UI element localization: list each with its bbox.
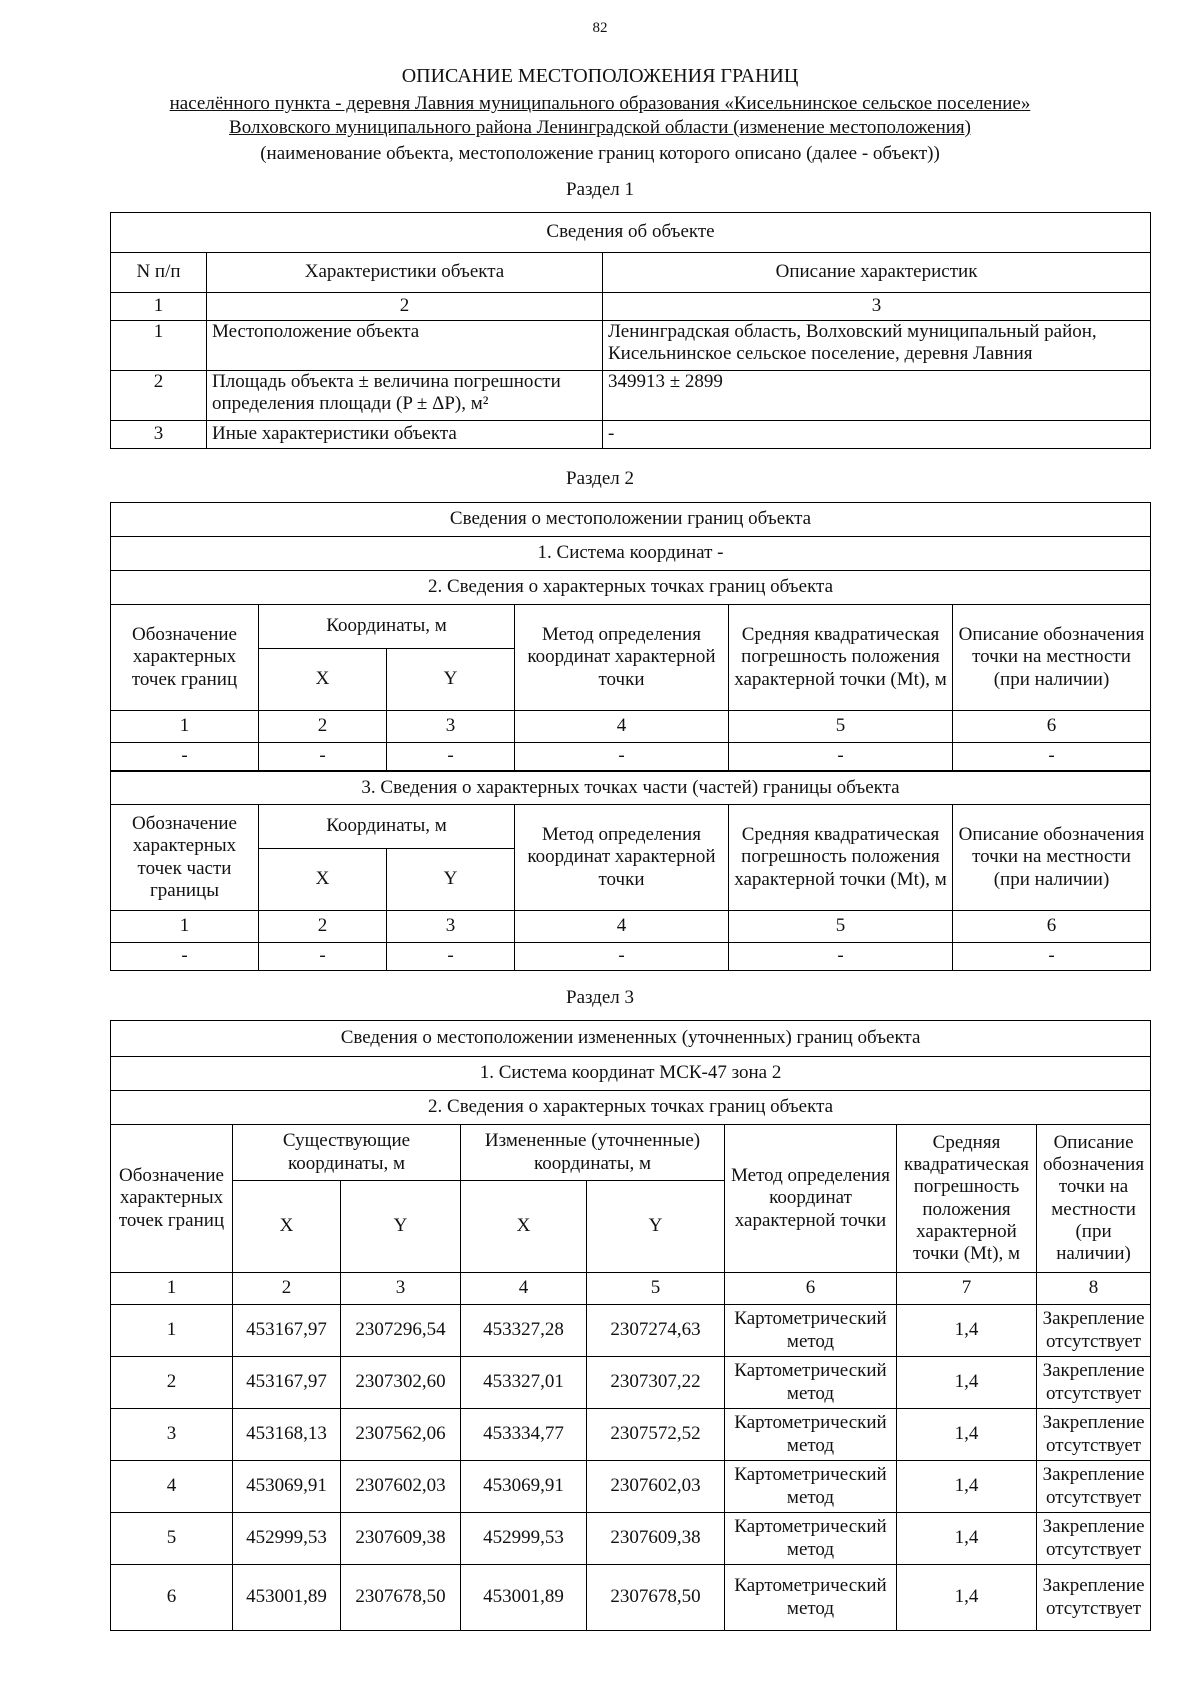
- existing-x: 452999,53: [233, 1513, 341, 1565]
- point-number: 3: [111, 1409, 233, 1461]
- empty-cell: -: [515, 743, 729, 771]
- column-header: Существующие координаты, м: [233, 1125, 461, 1181]
- characteristic-name: [207, 371, 603, 421]
- method: Картометрический метод: [725, 1305, 897, 1357]
- table-row: [111, 943, 1151, 971]
- row-number: 2: [111, 371, 207, 421]
- changed-y: 2307678,50: [587, 1565, 725, 1631]
- coordinate-system: 1. Система координат -: [111, 537, 1151, 571]
- changed-boundary-table: [110, 1020, 1151, 1631]
- object-name-line-2: Волховского муниципального района Ленинградской области (изменение местоположения): [229, 117, 971, 138]
- column-number: 5: [587, 1273, 725, 1305]
- existing-y: 2307678,50: [341, 1565, 461, 1631]
- empty-cell: -: [729, 743, 953, 771]
- column-number: 3: [341, 1273, 461, 1305]
- characteristic-description: Ленинградская область, Волховский муниципальный район, Кисельнинское сельское поселение, деревня Лавния: [603, 321, 1151, 371]
- empty-cell: -: [387, 743, 515, 771]
- table-row: [111, 1565, 1151, 1631]
- subsection-title: 2. Сведения о характерных точках границ объекта: [111, 1091, 1151, 1125]
- column-number: 6: [953, 711, 1151, 743]
- changed-x: 453334,77: [461, 1409, 587, 1461]
- empty-cell: -: [729, 943, 953, 971]
- document-subtitle: (наименование объекта, местоположение границ которого описано (далее - объект)): [260, 143, 940, 164]
- column-header: Y: [341, 1181, 461, 1273]
- changed-y: 2307602,03: [587, 1461, 725, 1513]
- column-number: 3: [603, 293, 1151, 321]
- point-number: 6: [111, 1565, 233, 1631]
- empty-cell: -: [953, 743, 1151, 771]
- column-header: Средняя квадратическая погрешность положения характерной точки (Mt), м: [729, 605, 953, 711]
- existing-y: 2307562,06: [341, 1409, 461, 1461]
- point-number: 5: [111, 1513, 233, 1565]
- existing-y: 2307302,60: [341, 1357, 461, 1409]
- method: Картометрический метод: [725, 1513, 897, 1565]
- point-description: Закрепление отсутствует: [1037, 1357, 1151, 1409]
- changed-x: 453069,91: [461, 1461, 587, 1513]
- existing-x: 453168,13: [233, 1409, 341, 1461]
- table-title: Сведения о местоположении измененных (уточненных) границ объекта: [111, 1021, 1151, 1057]
- column-number: 2: [233, 1273, 341, 1305]
- column-header: X: [259, 649, 387, 711]
- existing-y: 2307609,38: [341, 1513, 461, 1565]
- column-number: 8: [1037, 1273, 1151, 1305]
- column-number: 2: [259, 711, 387, 743]
- table-row: [111, 421, 1151, 449]
- column-header: Средняя квадратическая погрешность положения характерной точки (Mt), м: [897, 1125, 1037, 1273]
- method: Картометрический метод: [725, 1409, 897, 1461]
- column-header: Y: [387, 649, 515, 711]
- column-header: Y: [587, 1181, 725, 1273]
- table-title: Сведения о местоположении границ объекта: [111, 503, 1151, 537]
- table-row: [111, 1305, 1151, 1357]
- column-number: 2: [259, 911, 387, 943]
- column-header: Обозначение характерных точек границ: [111, 605, 259, 711]
- changed-y: 2307609,38: [587, 1513, 725, 1565]
- point-number: 4: [111, 1461, 233, 1513]
- column-header: X: [461, 1181, 587, 1273]
- table-title: Сведения об объекте: [111, 213, 1151, 253]
- row-number: 1: [111, 321, 207, 371]
- characteristic-name-part: Площадь объекта ± величина погрешности: [212, 371, 561, 392]
- existing-y: 2307602,03: [341, 1461, 461, 1513]
- changed-y: 2307307,22: [587, 1357, 725, 1409]
- column-number: 2: [207, 293, 603, 321]
- section-1-label: Раздел 1: [566, 179, 634, 200]
- table-row: [111, 743, 1151, 771]
- characteristic-description: -: [603, 421, 1151, 449]
- point-number: 1: [111, 1305, 233, 1357]
- row-number: 3: [111, 421, 207, 449]
- coordinate-system: 1. Система координат МСК-47 зона 2: [111, 1057, 1151, 1091]
- column-number: 1: [111, 1273, 233, 1305]
- empty-cell: -: [387, 943, 515, 971]
- method: Картометрический метод: [725, 1565, 897, 1631]
- subsection-title: 2. Сведения о характерных точках границ объекта: [111, 571, 1151, 605]
- column-header: Описание обозначения точки на местности (при наличии): [953, 605, 1151, 711]
- error-mt: 1,4: [897, 1409, 1037, 1461]
- column-number: 3: [387, 711, 515, 743]
- column-header: Средняя квадратическая погрешность положения характерной точки (Mt), м: [729, 805, 953, 911]
- changed-x: 453327,28: [461, 1305, 587, 1357]
- empty-cell: -: [515, 943, 729, 971]
- existing-x: 453001,89: [233, 1565, 341, 1631]
- column-header: X: [259, 849, 387, 911]
- column-number: 4: [515, 711, 729, 743]
- column-header: Метод определения координат характерной точки: [515, 805, 729, 911]
- table-row: [111, 371, 1151, 421]
- empty-cell: -: [259, 943, 387, 971]
- empty-cell: -: [953, 943, 1151, 971]
- column-header: Y: [387, 849, 515, 911]
- table-row: [111, 321, 1151, 371]
- column-number: 3: [387, 911, 515, 943]
- changed-x: 453001,89: [461, 1565, 587, 1631]
- column-header: Описание обозначения точки на местности (при наличии): [1037, 1125, 1151, 1273]
- column-header: Описание обозначения точки на местности (при наличии): [953, 805, 1151, 911]
- column-header: Метод определения координат характерной точки: [515, 605, 729, 711]
- point-description: Закрепление отсутствует: [1037, 1565, 1151, 1631]
- object-name-line-1: населённого пункта - деревня Лавния муниципального образования «Кисельнинское сельское поселение»: [169, 93, 1031, 114]
- column-number: 1: [111, 293, 207, 321]
- column-number: 5: [729, 711, 953, 743]
- column-number: 6: [953, 911, 1151, 943]
- characteristic-description: 349913 ± 2899: [603, 371, 1151, 421]
- point-description: Закрепление отсутствует: [1037, 1513, 1151, 1565]
- point-description: Закрепление отсутствует: [1037, 1461, 1151, 1513]
- column-header: N п/п: [111, 253, 207, 293]
- column-header: Измененные (уточненные) координаты, м: [461, 1125, 725, 1181]
- existing-x: 453069,91: [233, 1461, 341, 1513]
- column-header: Описание характеристик: [603, 253, 1151, 293]
- column-number: 4: [461, 1273, 587, 1305]
- column-number: 7: [897, 1273, 1037, 1305]
- empty-cell: -: [259, 743, 387, 771]
- column-header: X: [233, 1181, 341, 1273]
- error-mt: 1,4: [897, 1461, 1037, 1513]
- boundary-location-table: [110, 502, 1151, 971]
- changed-x: 452999,53: [461, 1513, 587, 1565]
- section-3-label: Раздел 3: [566, 987, 634, 1008]
- page-number: 82: [592, 20, 608, 36]
- point-number: 2: [111, 1357, 233, 1409]
- error-mt: 1,4: [897, 1357, 1037, 1409]
- method: Картометрический метод: [725, 1461, 897, 1513]
- error-mt: 1,4: [897, 1305, 1037, 1357]
- point-description: Закрепление отсутствует: [1037, 1409, 1151, 1461]
- changed-y: 2307274,63: [587, 1305, 725, 1357]
- existing-x: 453167,97: [233, 1357, 341, 1409]
- document-title: ОПИСАНИЕ МЕСТОПОЛОЖЕНИЯ ГРАНИЦ: [401, 65, 799, 87]
- column-number: 6: [725, 1273, 897, 1305]
- object-info-table: [110, 212, 1151, 449]
- existing-y: 2307296,54: [341, 1305, 461, 1357]
- changed-x: 453327,01: [461, 1357, 587, 1409]
- subsection-title: 3. Сведения о характерных точках части (частей) границы объекта: [111, 771, 1151, 805]
- column-header: Координаты, м: [259, 805, 515, 849]
- section-2-label: Раздел 2: [566, 468, 634, 489]
- column-header: Обозначение характерных точек границ: [111, 1125, 233, 1273]
- error-mt: 1,4: [897, 1513, 1037, 1565]
- empty-cell: -: [111, 943, 259, 971]
- point-description: Закрепление отсутствует: [1037, 1305, 1151, 1357]
- column-number: 4: [515, 911, 729, 943]
- characteristic-name: Местоположение объекта: [207, 321, 603, 371]
- existing-x: 453167,97: [233, 1305, 341, 1357]
- changed-y: 2307572,52: [587, 1409, 725, 1461]
- column-header: Характеристики объекта: [207, 253, 603, 293]
- column-number: 1: [111, 711, 259, 743]
- empty-cell: -: [111, 743, 259, 771]
- column-header: Обозначение характерных точек части границы: [111, 805, 259, 911]
- error-mt: 1,4: [897, 1565, 1037, 1631]
- table-row: [111, 1357, 1151, 1409]
- table-row: [111, 1461, 1151, 1513]
- column-number: 1: [111, 911, 259, 943]
- method: Картометрический метод: [725, 1357, 897, 1409]
- characteristic-name: Иные характеристики объекта: [207, 421, 603, 449]
- characteristic-name-part: определения площади (P ± ΔP), м²: [212, 393, 489, 415]
- table-row: [111, 1513, 1151, 1565]
- column-number: 5: [729, 911, 953, 943]
- table-row: [111, 1409, 1151, 1461]
- column-header: Координаты, м: [259, 605, 515, 649]
- column-header: Метод определения координат характерной точки: [725, 1125, 897, 1273]
